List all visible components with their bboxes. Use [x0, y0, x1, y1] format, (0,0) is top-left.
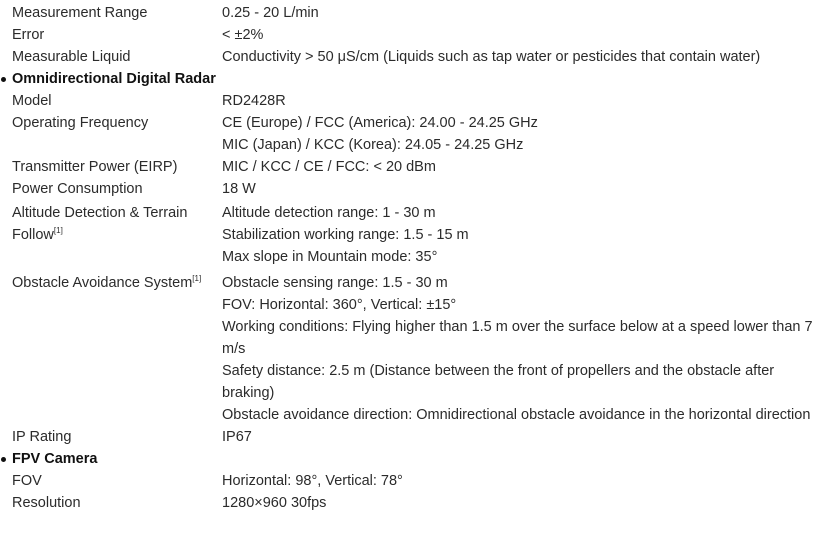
spec-value: Max slope in Mountain mode: 35° [222, 249, 438, 265]
spec-values [212, 426, 818, 448]
spec-label [0, 272, 212, 294]
spec-value: MIC (Japan) / KCC (Korea): 24.05 - 24.25 GHz [222, 137, 524, 153]
spec-values [212, 24, 818, 46]
spec-values [212, 46, 818, 68]
spec-row-error [0, 24, 818, 46]
spec-row-model [0, 90, 818, 112]
spec-row-ip-rating [0, 426, 818, 448]
spec-value: 1280×960 30fps [222, 495, 327, 511]
spec-values [212, 90, 818, 112]
spec-values [212, 470, 818, 492]
spec-values [212, 492, 818, 514]
spec-values [212, 156, 818, 178]
spec-label: Transmitter Power (EIRP) [12, 159, 178, 175]
spec-value: < ±2% [222, 27, 264, 43]
spec-label: Error [12, 27, 45, 43]
spec-values [212, 272, 818, 426]
footnote-marker: [1] [192, 274, 202, 283]
spec-row-transmitter-power [0, 156, 818, 178]
section-heading-fpv [0, 448, 818, 470]
spec-label [0, 200, 212, 246]
spec-label: Resolution [12, 495, 81, 511]
spec-row-measurement-range [0, 2, 818, 24]
bullet-icon [1, 457, 6, 462]
spec-row-power-consumption [0, 178, 818, 200]
spec-values [212, 178, 818, 200]
spec-value: FOV: Horizontal: 360°, Vertical: ±15° [222, 297, 457, 313]
spec-value: 0.25 - 20 L/min [222, 5, 319, 21]
spec-label-text: Obstacle Avoidance System [12, 275, 193, 291]
spec-value: CE (Europe) / FCC (America): 24.00 - 24.25 GHz [222, 115, 538, 131]
spec-value: RD2428R [222, 93, 286, 109]
spec-label: Power Consumption [12, 181, 143, 197]
spec-row-measurable-liquid [0, 46, 818, 68]
spec-value: Obstacle sensing range: 1.5 - 30 m [222, 275, 448, 291]
footnote-marker: [1] [53, 226, 63, 235]
spec-value: Working conditions: Flying higher than 1.5 m over the surface below at a speed lower than 7 m/s [222, 319, 813, 357]
spec-label: Measurement Range [12, 5, 148, 21]
spec-value: MIC / KCC / CE / FCC: < 20 dBm [222, 159, 436, 175]
spec-label: Operating Frequency [12, 115, 149, 131]
section-heading-text: Omnidirectional Digital Radar [12, 71, 216, 87]
spec-label: IP Rating [12, 429, 72, 445]
spec-values [212, 2, 818, 24]
spec-label-text: Altitude Detection & Terrain Follow [12, 205, 188, 243]
spec-row-operating-frequency [0, 112, 818, 156]
section-heading-text: FPV Camera [12, 451, 98, 467]
spec-value: Obstacle avoidance direction: Omnidirectional obstacle avoidance in the horizontal direction [222, 407, 811, 423]
spec-values [212, 112, 818, 156]
bullet-icon [1, 77, 6, 82]
spec-value: Stabilization working range: 1.5 - 15 m [222, 227, 469, 243]
spec-row-resolution [0, 492, 818, 514]
spec-table [0, 2, 818, 514]
spec-row-fov [0, 470, 818, 492]
spec-value: IP67 [222, 429, 252, 445]
spec-value: Safety distance: 2.5 m (Distance between the front of propellers and the obstacle after braking) [222, 363, 775, 401]
spec-value: Altitude detection range: 1 - 30 m [222, 205, 436, 221]
spec-row-altitude-detection [0, 200, 818, 268]
spec-row-obstacle-avoidance [0, 272, 818, 426]
spec-label: FOV [12, 473, 42, 489]
spec-label: Measurable Liquid [12, 49, 131, 65]
spec-value: Horizontal: 98°, Vertical: 78° [222, 473, 403, 489]
spec-value: 18 W [222, 181, 256, 197]
spec-value: Conductivity > 50 μS/cm (Liquids such as tap water or pesticides that contain water) [222, 49, 761, 65]
spec-values [212, 200, 818, 268]
spec-label: Model [12, 93, 52, 109]
section-heading-radar [0, 68, 818, 90]
